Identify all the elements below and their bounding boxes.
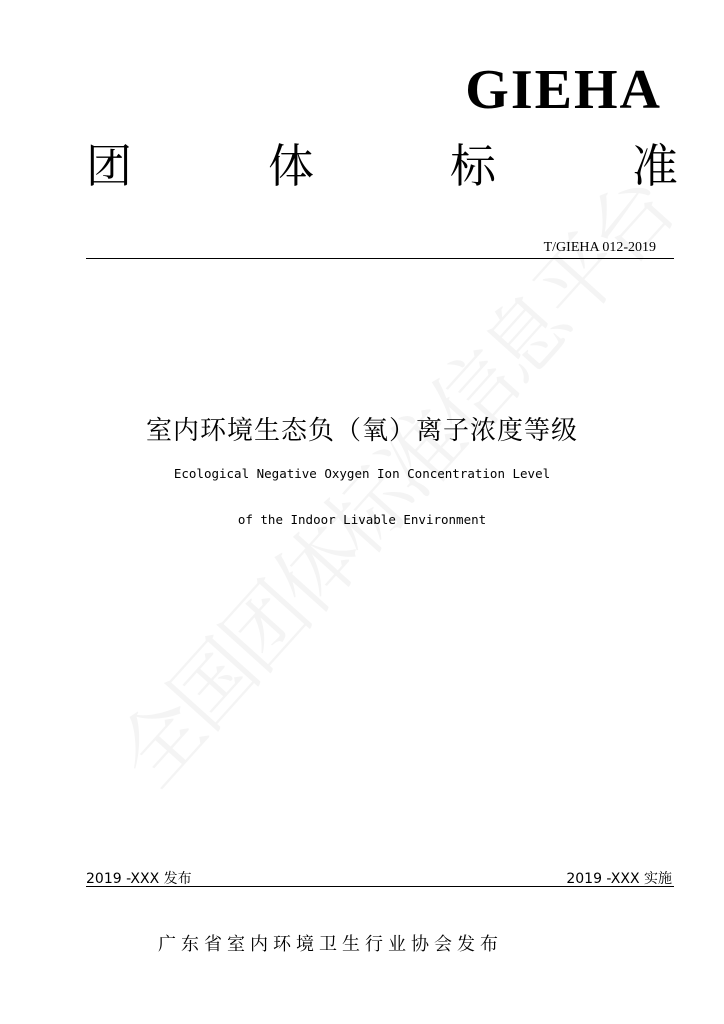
publisher: 广东省室内环境卫生行业协会发布 — [158, 934, 503, 955]
implement-date: 2019 -XXX 实施 — [566, 871, 672, 887]
standard-type-char: 标 — [450, 139, 496, 193]
bottom-divider — [86, 886, 674, 887]
issue-date: 2019 -XXX 发布 — [86, 871, 192, 887]
gieha-logo: GIEHA — [465, 59, 662, 121]
standard-type-char: 团 — [86, 139, 132, 193]
standard-code: T/GIEHA 012-2019 — [543, 240, 656, 255]
title-chinese: 室内环境生态负（氧）离子浓度等级 — [145, 416, 578, 446]
standard-type-heading — [86, 139, 678, 193]
title-english-line-2: of the Indoor Livable Environment — [237, 512, 487, 527]
standard-type-char: 体 — [268, 139, 314, 193]
title-english-line-1: Ecological Negative Oxygen Ion Concentration Level — [173, 466, 551, 481]
top-divider — [86, 258, 674, 259]
standard-type-char: 准 — [632, 139, 678, 193]
